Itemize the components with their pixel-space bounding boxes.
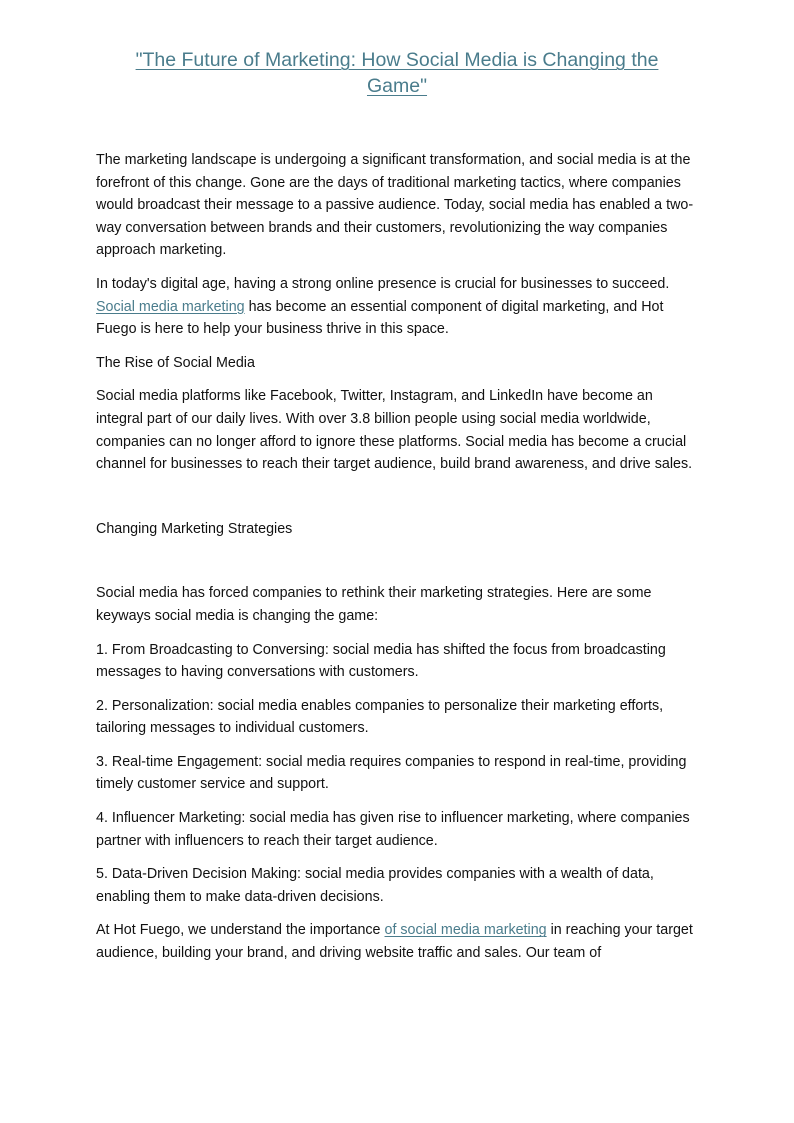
strategies-intro-paragraph: Social media has forced companies to rethink their marketing strategies. Here are some keyways social media is changing the game: [96, 585, 652, 624]
closing-lead-text: At Hot Fuego, we understand the importance [96, 922, 385, 939]
paragraph-rest-text: has become an essential component of digital marketing, and Hot Fuego is here to help your business thrive in this space. [96, 298, 664, 338]
list-item: 2. Personalization: social media enables companies to personalize their marketing efforts, tailoring messages to individual customers. [96, 697, 664, 737]
social-media-marketing-link[interactable]: Social media marketing [96, 298, 245, 315]
closing-rest-text: in reaching your target audience, building your brand, and driving website traffic and sales. Our team of [96, 922, 693, 962]
intro-paragraph: The marketing landscape is undergoing a significant transformation, and social media is at the forefront of this change. Gone are the days of traditional marketing tactics, where companies would broadcast their message to a passive audience. Today, social media has enabled a two-way conversation between brands and their customers, revolutionizing the way companies approach marketing. [96, 152, 694, 259]
closing-paragraph [96, 919, 700, 964]
rise-paragraph: Social media platforms like Facebook, Twitter, Instagram, and LinkedIn have become an integral part of our daily lives. With over 3.8 billion people using social media worldwide, companies can no longer afford to ignore these platforms. Social media has become a crucial channel for businesses to reach their target audience, build brand awareness, and drive sales. [96, 388, 693, 473]
list-item: 5. Data-Driven Decision Making: social media provides companies with a wealth of data, enabling them to make data-driven decisions. [96, 866, 654, 905]
rise-heading: The Rise of Social Media [96, 354, 255, 371]
document-body [96, 149, 700, 976]
paragraph-lead-text: In today's digital age, having a strong online presence is crucial for businesses to succeed. [96, 275, 670, 292]
strategies-heading: Changing Marketing Strategies [96, 520, 293, 537]
of-social-media-marketing-link[interactable]: of social media marketing [384, 922, 547, 939]
list-item: 4. Influencer Marketing: social media has given rise to influencer marketing, where companies partner with influencers to reach their target audience. [96, 810, 690, 849]
document-title: "The Future of Marketing: How Social Media is Changing the Game" [135, 49, 659, 97]
list-item: 3. Real-time Engagement: social media requires companies to respond in real-time, providing timely customer service and support. [96, 753, 687, 793]
list-item: 1. From Broadcasting to Conversing: social media has shifted the focus from broadcasting messages to having conversations with customers. [96, 641, 666, 681]
online-presence-paragraph [96, 273, 700, 341]
